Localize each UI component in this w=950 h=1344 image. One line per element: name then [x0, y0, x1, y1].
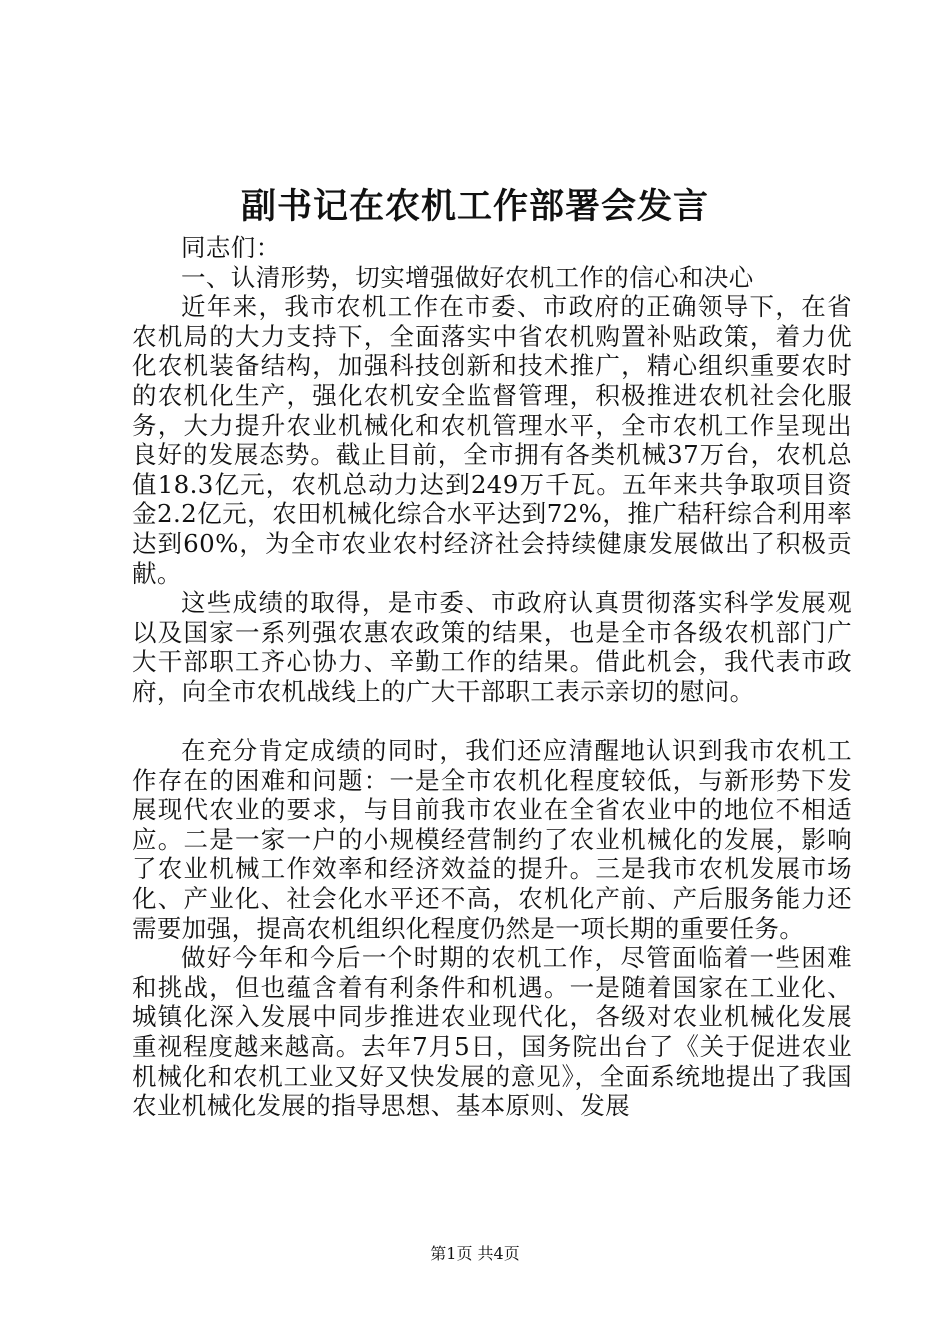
document-title: 副书记在农机工作部署会发言	[240, 186, 709, 227]
paragraph-spacer	[132, 707, 852, 737]
paragraph: 这些成绩的取得，是市委、市政府认真贯彻落实科学发展观以及国家一系列强农惠农政策的结果，也是全市各级农机部门广大干部职工齐心协力、辛勤工作的结果。借此机会，我代表市政府，向全市农机战线上的广大干部职工表示亲切的慰问。	[132, 588, 852, 706]
page-number: 第1页 共4页	[430, 1244, 520, 1263]
document-body	[132, 233, 852, 1121]
section-heading: 一、认清形势，切实增强做好农机工作的信心和决心	[181, 262, 754, 292]
salutation: 同志们：	[181, 233, 281, 262]
paragraph: 近年来，我市农机工作在市委、市政府的正确领导下，在省农机局的大力支持下，全面落实中省农机购置补贴政策，着力优化农机装备结构，加强科技创新和技术推广，精心组织重要农时的农机化生产，强化农机安全监督管理，积极推进农机社会化服务，大力提升农业机械化和农机管理水平，全市农机工作呈现出良好的发展态势。截止目前，全市拥有各类机械37万台，农机总值18.3亿元，农机总动力达到249万千瓦。五年来共争取项目资金2.2亿元，农田机械化综合水平达到72%，推广秸秆综合利用率达到60%，为全市农业农村经济社会持续健康发展做出了积极贡献。	[132, 292, 852, 588]
paragraph: 做好今年和今后一个时期的农机工作，尽管面临着一些困难和挑战，但也蕴含着有利条件和机遇。一是随着国家在工业化、城镇化深入发展中同步推进农业现代化，各级对农业机械化发展重视程度越来越高。去年7月5日，国务院出台了《关于促进农业机械化和农机工业又好又快发展的意见》，全面系统地提出了我国农业机械化发展的指导思想、基本原则、发展	[132, 943, 852, 1121]
paragraph: 在充分肯定成绩的同时，我们还应清醒地认识到我市农机工作存在的困难和问题：一是全市农机化程度较低，与新形势下发展现代农业的要求，与目前我市农业在全省农业中的地位不相适应。二是一家一户的小规模经营制约了农业机械化的发展，影响了农业机械工作效率和经济效益的提升。三是我市农机发展市场化、产业化、社会化水平还不高，农机化产前、产后服务能力还需要加强，提高农机组织化程度仍然是一项长期的重要任务。	[132, 736, 852, 943]
